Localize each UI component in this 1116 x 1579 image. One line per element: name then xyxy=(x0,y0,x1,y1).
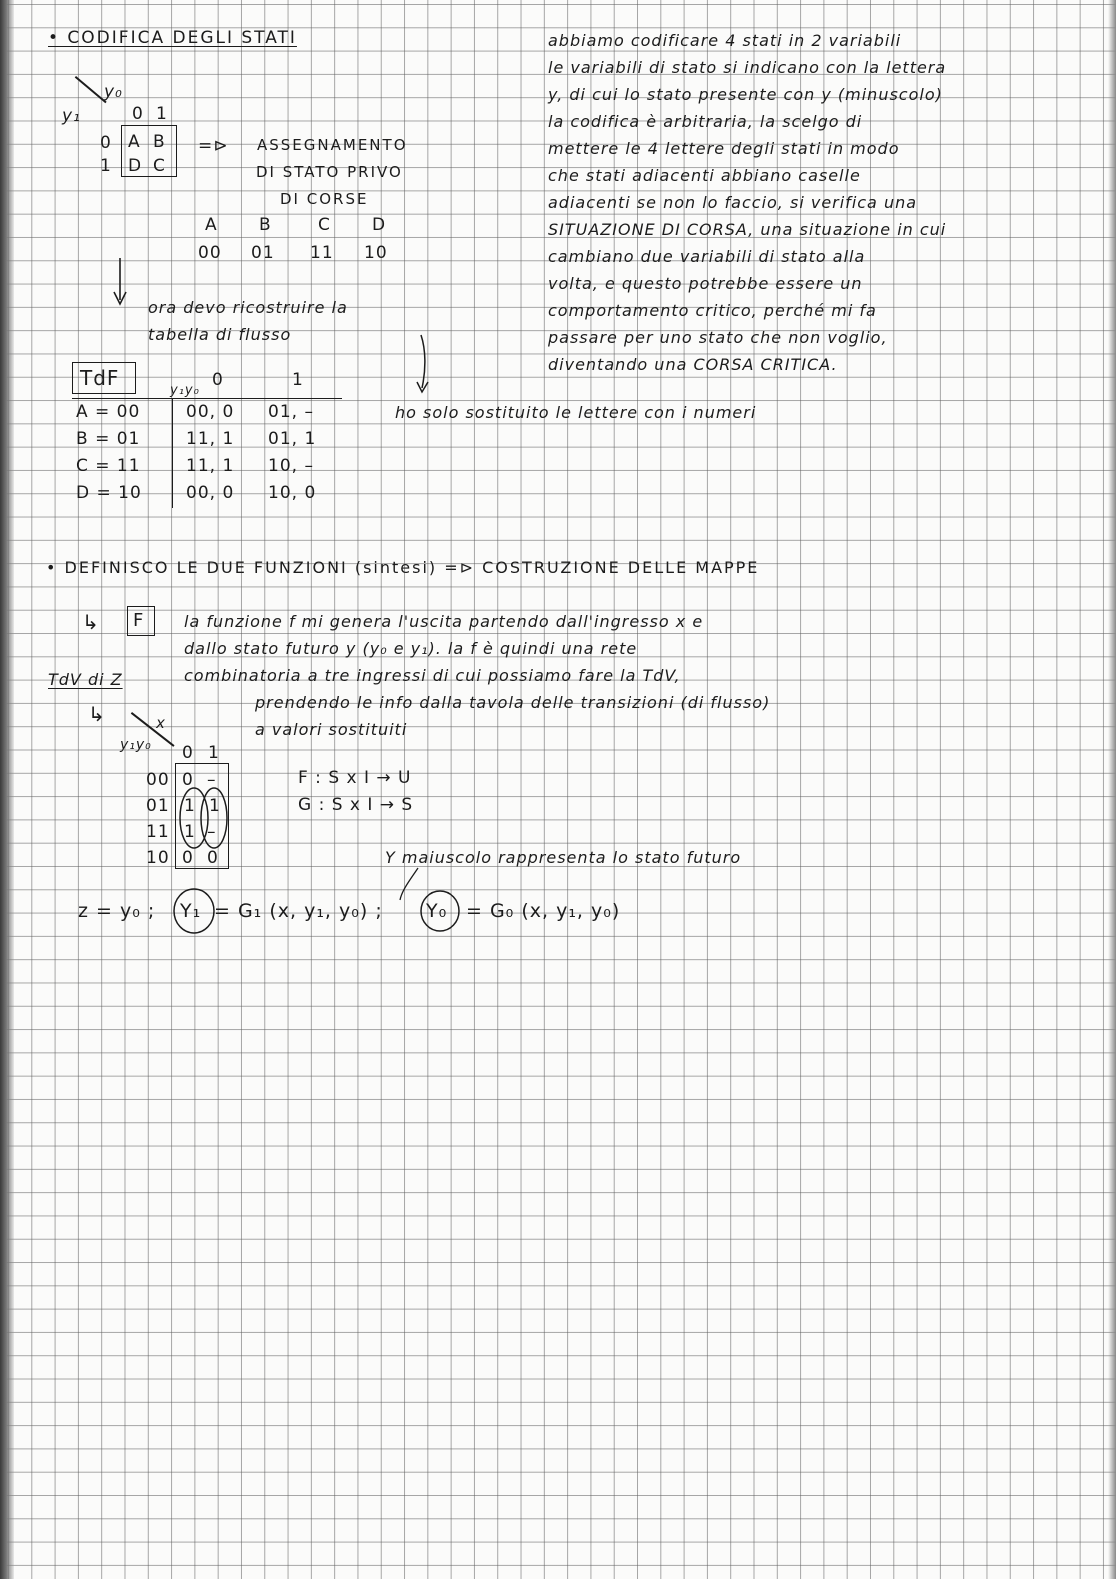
note-line: abbiamo codificare 4 stati in 2 variabili xyxy=(548,31,902,50)
assignment-title: DI STATO PRIVO xyxy=(256,163,403,181)
kmap2-row-label: 00 xyxy=(146,770,170,790)
kmap-row-header: 0 xyxy=(100,133,112,153)
section-heading-coding: • CODIFICA DEGLI STATI xyxy=(48,28,297,48)
state-code: 11 xyxy=(310,243,334,263)
implies-arrow: =⊳ xyxy=(198,136,229,156)
circle-y1 xyxy=(174,889,214,933)
kmap2-cell: 1 xyxy=(209,796,221,816)
kmap2-col-header: 1 xyxy=(208,743,220,763)
note-line: cambiano due variabili di stato alla xyxy=(548,247,866,266)
sub-arrow-icon: ↳ xyxy=(88,702,106,726)
note-line: y, di cui lo stato presente con y (minuscolo) xyxy=(548,85,943,104)
state-letter: B xyxy=(259,215,272,235)
note-line: mettere le 4 lettere degli stati in modo xyxy=(548,139,900,158)
mapping-g: G : S x I → S xyxy=(298,795,414,815)
tdf-col-header: 0 xyxy=(212,370,224,390)
f-label: F xyxy=(133,610,145,631)
kmap2-col-header: 0 xyxy=(182,743,194,763)
tdf-label: TdF xyxy=(80,366,120,390)
kmap2-cell: 0 xyxy=(207,848,219,868)
state-letter: A xyxy=(205,215,218,235)
tdf-row-state: B = 01 xyxy=(76,429,141,449)
kmap-col-var: y₀ xyxy=(104,82,123,102)
tdf-cell: 10, 0 xyxy=(268,483,317,503)
formula-y0: Y₀ xyxy=(426,900,448,922)
f-description: dallo stato futuro y (y₀ e y₁). la f è quindi una rete xyxy=(184,639,638,658)
note-line: che stati adiacenti abbiano caselle xyxy=(548,166,861,185)
f-description: la funzione f mi genera l'uscita partendo dall'ingresso x e xyxy=(184,612,704,631)
mapping-f: F : S x I → U xyxy=(298,768,412,788)
note-line: volta, e questo potrebbe essere un xyxy=(548,274,863,293)
kmap-col-header: 1 xyxy=(156,104,168,124)
tdf-row-state: A = 00 xyxy=(76,402,141,422)
tdf-cell: 00, 0 xyxy=(186,483,235,503)
state-code: 01 xyxy=(251,243,275,263)
kmap-cell: C xyxy=(153,156,166,176)
tdf-cell: 01, – xyxy=(268,402,314,422)
tdf-cell: 10, – xyxy=(268,456,314,476)
formula-g1: = G₁ (x, y₁, y₀) ; xyxy=(214,900,383,922)
kmap2-cell: 1 xyxy=(184,796,196,816)
uppercase-note: Y maiuscolo rappresenta lo stato futuro xyxy=(385,848,742,867)
f-description: a valori sostituiti xyxy=(255,720,408,739)
kmap2-col-var: x xyxy=(156,714,166,732)
kmap2-cell: 1 xyxy=(184,822,196,842)
tdf-row-state: D = 10 xyxy=(76,483,142,503)
bracket-arrow xyxy=(421,335,425,388)
circle-y0 xyxy=(421,891,459,931)
rebuild-note: tabella di flusso xyxy=(148,325,292,344)
formula-y1: Y₁ xyxy=(180,900,202,922)
kmap2-cell: 0 xyxy=(182,770,194,790)
state-letter: C xyxy=(318,215,331,235)
formula-g0: = G₀ (x, y₁, y₀) xyxy=(466,900,621,922)
assignment-title: DI CORSE xyxy=(280,190,369,208)
state-letter: D xyxy=(372,215,387,235)
f-description: prendendo le info dalla tavola delle transizioni (di flusso) xyxy=(255,693,771,712)
state-code: 10 xyxy=(364,243,388,263)
note-line: passare per uno stato che non voglio, xyxy=(548,328,888,347)
note-line: la codifica è arbitraria, la scelgo di xyxy=(548,112,863,131)
kmap2-cell: – xyxy=(207,822,217,842)
note-line: adiacenti se non lo faccio, si verifica una xyxy=(548,193,918,212)
pointer-line xyxy=(400,868,418,900)
kmap-col-header: 0 xyxy=(132,104,144,124)
assignment-title: ASSEGNAMENTO xyxy=(257,136,408,154)
kmap-group-right xyxy=(201,788,227,848)
tdf-cell: 01, 1 xyxy=(268,429,317,449)
tdf-cell: 11, 1 xyxy=(186,429,235,449)
kmap2-row-label: 11 xyxy=(146,822,170,842)
tdf-col-header: 1 xyxy=(292,370,304,390)
note-line: comportamento critico, perché mi fa xyxy=(548,301,877,320)
tdf-cell: 11, 1 xyxy=(186,456,235,476)
kmap-cell: B xyxy=(153,132,166,152)
kmap-group-ones xyxy=(180,788,208,848)
note-line: SITUAZIONE DI CORSA, una situazione in cui xyxy=(548,220,947,239)
kmap2-row-label: 01 xyxy=(146,796,170,816)
note-line: le variabili di stato si indicano con la lettera xyxy=(548,58,947,77)
state-code: 00 xyxy=(198,243,222,263)
rebuild-note: ora devo ricostruire la xyxy=(148,298,348,317)
kmap-cell: D xyxy=(128,156,143,176)
kmap2-cell: – xyxy=(207,770,217,790)
tdf-note: ho solo sostituito le lettere con i numeri xyxy=(395,403,757,422)
kmap2-cell: 0 xyxy=(182,848,194,868)
f-description: combinatoria a tre ingressi di cui possiamo fare la TdV, xyxy=(184,666,681,685)
kmap-row-var: y₁ xyxy=(62,106,81,126)
kmap-row-header: 1 xyxy=(100,156,112,176)
tdf-row-state: C = 11 xyxy=(76,456,141,476)
formula-z: z = y₀ ; xyxy=(78,900,156,922)
tdv-label: TdV di Z xyxy=(48,670,123,689)
kmap-cell: A xyxy=(128,132,141,152)
sub-arrow-icon: ↳ xyxy=(82,610,100,634)
kmap2-row-var: y₁y₀ xyxy=(120,737,152,753)
tdf-cell: 00, 0 xyxy=(186,402,235,422)
note-line: diventando una CORSA CRITICA. xyxy=(548,355,838,374)
tdf-header-var: y₁y₀ xyxy=(170,383,200,398)
section-heading-functions: • DEFINISCO LE DUE FUNZIONI (sintesi) =⊳ COSTRUZIONE DELLE MAPPE xyxy=(46,558,760,577)
kmap2-row-label: 10 xyxy=(146,848,170,868)
